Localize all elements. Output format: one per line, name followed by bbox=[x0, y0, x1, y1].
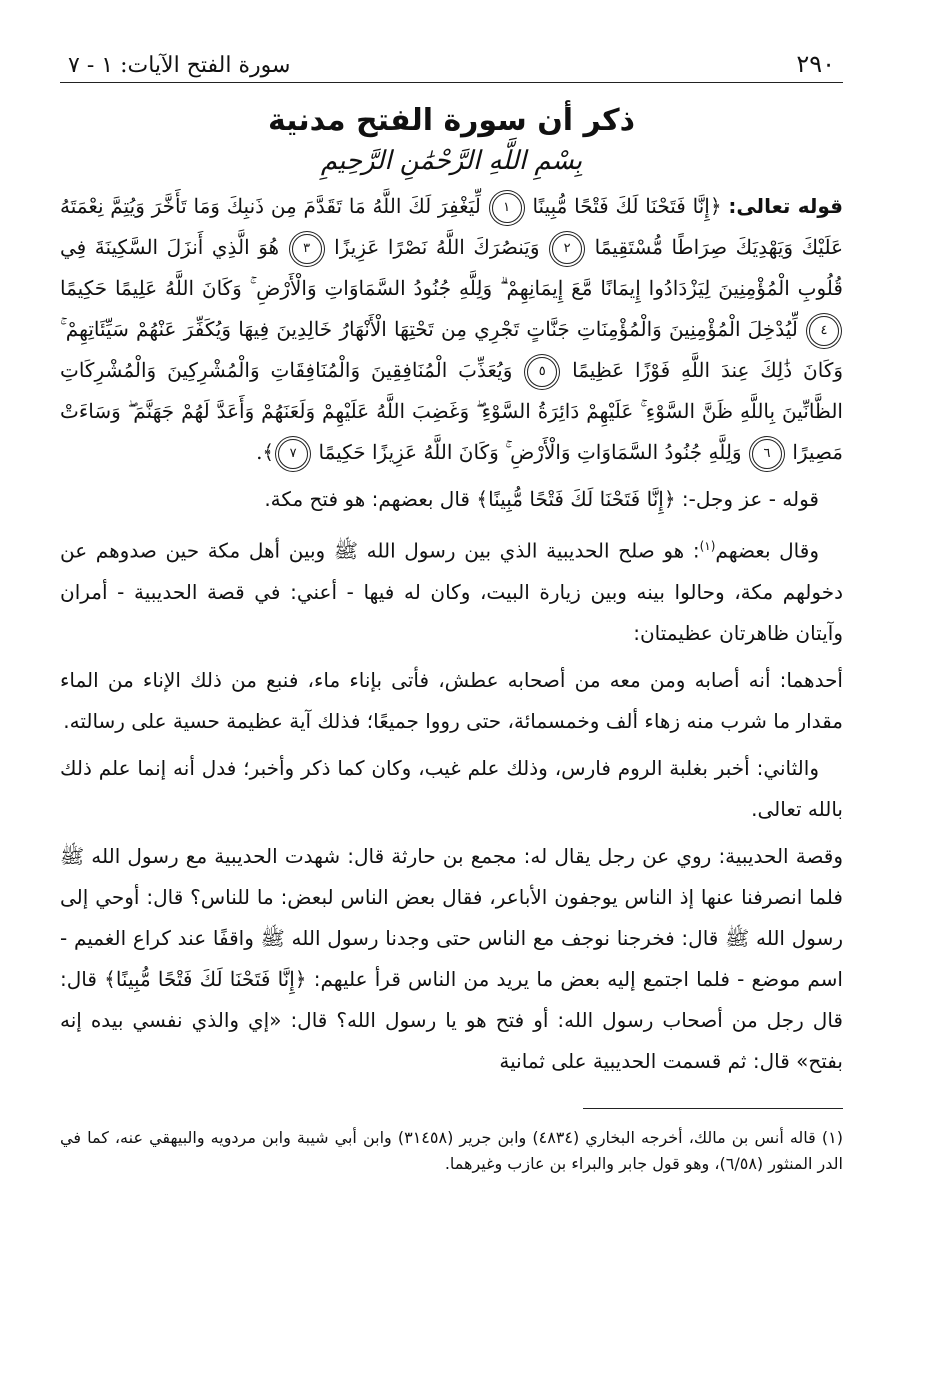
footnote-number: (١) bbox=[821, 1127, 844, 1147]
text-run: قال: قال رجل من أصحاب رسول الله: أو فتح هو يا رسول الله؟ قال: «إي والذي نفسي بيده إنه بفتح» قال: ثم قسمت الحديبية على ثمانية bbox=[60, 966, 843, 1073]
footnote bbox=[60, 1125, 843, 1177]
ayah-text: وَيَنصُرَكَ اللَّهُ نَصْرًا عَزِيزًا bbox=[334, 235, 540, 259]
quran-quote: ﴿إِنَّا فَتَحْنَا لَكَ فَتْحًا مُّبِينًا﴾ bbox=[104, 966, 307, 991]
footnote-reference[interactable]: (١) bbox=[699, 539, 716, 553]
page-number: ٢٩٠ bbox=[796, 50, 835, 78]
ayah-text: وَيُعَذِّبَ الْمُنَافِقِينَ وَالْمُنَافِقَاتِ وَالْمُشْرِكِينَ وَالْمُشْرِكَاتِ الظَّانِّينَ بِاللَّهِ ظَنَّ السَّوْءِ ۚ عَلَيْهِمْ دَائِرَةُ السَّوْءِ ۖ وَغَضِبَ اللَّهُ عَلَيْهِمْ وَلَعَنَهُمْ وَأَعَدَّ لَهُمْ جَهَنَّمَ ۖ وَسَاءَتْ مَصِيرًا bbox=[60, 358, 843, 464]
ayah-text: إِنَّا فَتَحْنَا لَكَ فَتْحًا مُّبِينًا bbox=[532, 194, 710, 218]
ayah-number-marker: ٥ bbox=[527, 357, 557, 387]
chapter-title: ذكر أن سورة الفتح مدنية bbox=[267, 103, 636, 138]
text-run: قوله - عز وجل-: bbox=[675, 487, 819, 511]
ayah-number-marker: ١ bbox=[492, 193, 522, 223]
ayah-number-marker: ٢ bbox=[552, 234, 582, 264]
commentary-paragraph: والثاني: أخبر بغلبة الروم فارس، وذلك علم غيب، وكان كما ذكر وأخبر؛ فدل أنه إنما علم ذلك بالله تعالى. bbox=[60, 755, 843, 821]
close-bracket: ﴾. bbox=[256, 440, 275, 464]
ayah-number-marker: ٧ bbox=[278, 439, 308, 469]
text-run: وقصة الحديبية: روي عن رجل يقال له: مجمع بن حارثة قال: شهدت الحديبية مع رسول الله ﷺ فلما انصرفنا عنها إذ الناس يوجفون الأباعر، فقال بعض الناس لبعض: ما للناس؟ قال: أوحي إلى رسول الله ﷺ قال: فخرجنا نوجف مع الناس حتى وجدنا رسول الله ﷺ واقفًا عند كراع الغميم - اسم موضع - فلما اجتمع إليه بعض ما يريد من الناس قرأ عليهم: bbox=[60, 843, 843, 991]
text-run: وقال بعضهم bbox=[715, 538, 819, 563]
commentary-paragraph: أحدهما: أنه أصابه ومن معه من أصحابه عطش، فأتى بإناء ماء، فنبع من ذلك الإناء من الماء مقدار ما شرب منه زهاء ألف وخمسمائة، حتى رووا جميعًا؛ فذلك آية عظيمة حسية على رسالته. bbox=[60, 667, 843, 733]
ayah-text: هُوَ الَّذِي أَنزَلَ السَّكِينَةَ فِي قُلُوبِ الْمُؤْمِنِينَ لِيَزْدَادُوا إِيمَانًا مَّعَ إِيمَانِهِمْ ۗ وَلِلَّهِ جُنُودُ السَّمَاوَاتِ وَالْأَرْضِ ۚ وَكَانَ اللَّهُ عَلِيمًا حَكِيمًا bbox=[60, 235, 843, 300]
ayah-number-marker: ٦ bbox=[752, 439, 782, 469]
commentary-paragraph bbox=[60, 836, 843, 1082]
open-bracket: ﴿ bbox=[709, 194, 722, 218]
text-run: قال بعضهم: هو فتح مكة. bbox=[264, 487, 477, 511]
basmala: بِسْمِ اللَّهِ الرَّحْمَٰنِ الرَّحِيمِ bbox=[320, 146, 583, 176]
running-header bbox=[60, 38, 843, 83]
quran-passage bbox=[60, 186, 843, 473]
ayah-number-marker: ٤ bbox=[809, 316, 839, 346]
ayah-text: لِّيَغْفِرَ لَكَ اللَّهُ مَا تَقَدَّمَ مِن ذَنبِكَ وَمَا تَأَخَّرَ وَيُتِمَّ نِعْمَتَهُ عَلَيْكَ وَيَهْدِيَكَ صِرَاطًا مُّسْتَقِيمًا bbox=[60, 194, 844, 259]
ayah-number-marker: ٣ bbox=[292, 234, 322, 264]
commentary-paragraph bbox=[60, 479, 843, 520]
running-title: سورة الفتح الآيات: ١ - ٧ bbox=[68, 53, 291, 78]
text-run: : هو صلح الحديبية الذي بين رسول الله ﷺ وبين أهل مكة حين صدوهم عن دخولهم مكة، وحالوا بينه وبين زيارة البيت، وكان له فيها - أعني: في قصة الحديبية - أمران وآيتان ظاهرتان عظيمتان: bbox=[60, 538, 843, 645]
footnote-divider bbox=[583, 1108, 843, 1109]
quran-label: قوله تعالى: bbox=[728, 194, 844, 218]
ayah-text: لِّيُدْخِلَ الْمُؤْمِنِينَ وَالْمُؤْمِنَاتِ جَنَّاتٍ تَجْرِي مِن تَحْتِهَا الْأَنْهَارُ خَالِدِينَ فِيهَا وَيُكَفِّرَ عَنْهُمْ سَيِّئَاتِهِمْ ۚ وَكَانَ ذَٰلِكَ عِندَ اللَّهِ فَوْزًا عَظِيمًا bbox=[60, 317, 843, 382]
footnote-text: قاله أنس بن مالك، أخرجه البخاري (٤٨٣٤) وابن جرير (٣١٤٥٨) وابن أبي شيبة وابن مردويه والبيهقي عنه، كما في الدر المنثور (٦/٥٨)، وهو قول جابر والبراء بن عازب وغيرهما. bbox=[60, 1127, 843, 1173]
commentary-paragraph bbox=[60, 526, 843, 654]
quran-quote: ﴿إِنَّا فَتَحْنَا لَكَ فَتْحًا مُّبِينًا﴾ bbox=[476, 487, 676, 511]
ayah-text: وَلِلَّهِ جُنُودُ السَّمَاوَاتِ وَالْأَرْضِ ۚ وَكَانَ اللَّهُ عَزِيزًا حَكِيمًا bbox=[318, 440, 742, 464]
